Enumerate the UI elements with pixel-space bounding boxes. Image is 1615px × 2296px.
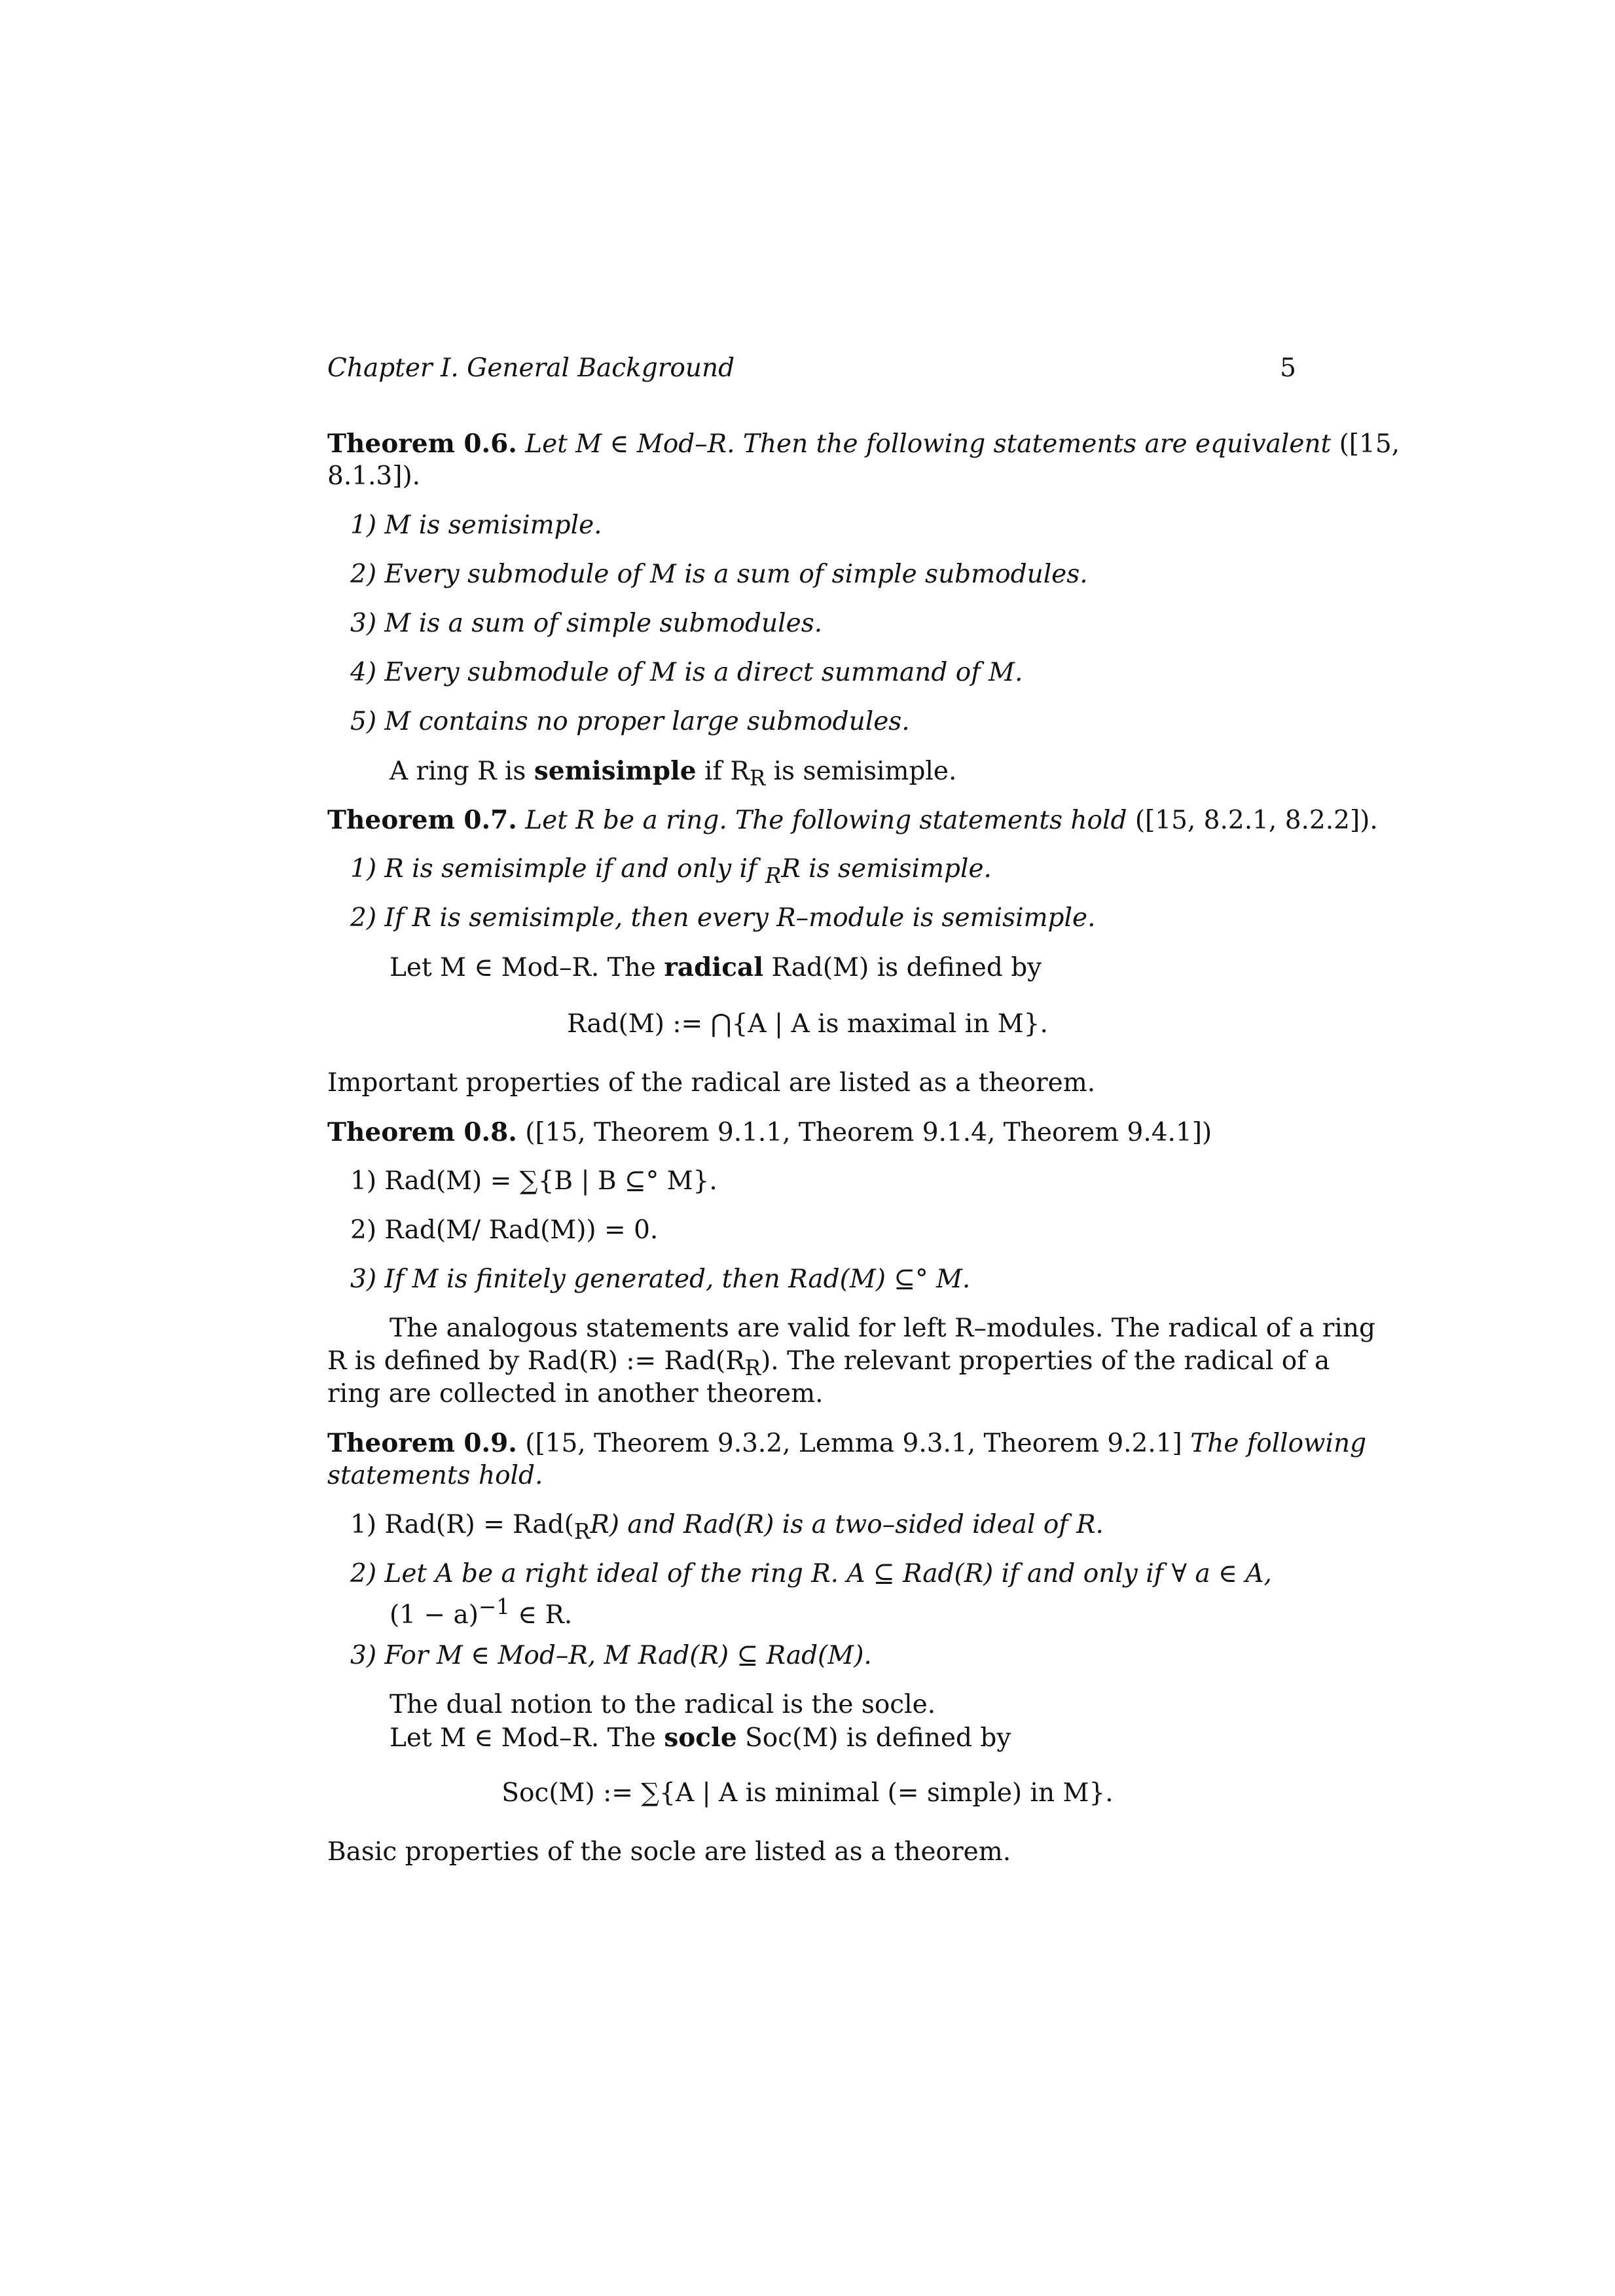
item-text: ∈ R.: [509, 1600, 573, 1630]
list-item: [350, 853, 1319, 892]
theorem-0-8-statement: [327, 1116, 1296, 1149]
citation: 8.1.3]).: [327, 461, 421, 491]
item-text: R is semisimple.: [781, 854, 992, 884]
list-item: 5) M contains no proper large submodules.: [350, 707, 910, 736]
item-text: 1) Rad(R) = Rad(: [350, 1510, 574, 1539]
paragraph: Important properties of the radical are listed as a theorem.: [327, 1068, 1096, 1098]
theorem-0-6-citation-cont: [327, 460, 1296, 493]
list-item: 3) M is a sum of simple submodules.: [350, 609, 823, 638]
theorem-text-cont: statements hold.: [327, 1461, 543, 1490]
list-item-cont: [390, 1590, 1358, 1632]
definition-text: Soc(M) is defined by: [745, 1723, 1011, 1753]
list-item: 1) Rad(M) = ∑{B | B ⊆° M}.: [350, 1166, 717, 1196]
defined-term: semisimple: [534, 756, 697, 786]
semisimple-ring-definition: [390, 755, 1358, 795]
definition-text: A ring R is: [390, 757, 526, 786]
radical-definition: [390, 951, 1358, 984]
definition-text: is semisimple.: [765, 757, 957, 786]
definition-text: Let M ∈ Mod–R. The: [390, 1723, 656, 1753]
chapter-title: Chapter I. General Background: [327, 353, 735, 383]
theorem-0-6-statement: [327, 427, 1400, 461]
citation: ([15, 8.2.1, 8.2.2]).: [1134, 806, 1378, 835]
page-number: 5: [1280, 353, 1296, 383]
subscript: R: [765, 863, 782, 888]
subscript: R: [749, 765, 766, 791]
list-item: 2) Every submodule of M is a sum of simple submodules.: [350, 560, 1088, 589]
list-item: 2) Rad(M/ Rad(M)) = 0.: [350, 1215, 659, 1245]
theorem-text: The following: [1190, 1429, 1367, 1458]
subscript: R: [744, 1355, 761, 1380]
list-item: 4) Every submodule of M is a direct summand of M.: [350, 658, 1023, 687]
theorem-label: Theorem 0.6.: [327, 429, 517, 459]
theorem-label: Theorem 0.8.: [327, 1117, 517, 1147]
definition-text: Rad(M) is defined by: [771, 953, 1042, 982]
theorem-text: Let M ∈ Mod–R. Then the following statements are equivalent: [525, 429, 1332, 459]
citation: ([15, Theorem 9.3.2, Lemma 9.3.1, Theorem 9.2.1]: [525, 1429, 1182, 1458]
definition-text: if R: [704, 757, 750, 786]
superscript: −1: [478, 1594, 510, 1619]
list-item: 1) M is semisimple.: [350, 511, 602, 540]
theorem-text: Let R be a ring. The following statements hold: [525, 806, 1127, 835]
paragraph: Basic properties of the socle are listed as a theorem.: [327, 1837, 1011, 1867]
theorem-label: Theorem 0.7.: [327, 805, 517, 835]
theorem-0-7-statement: [327, 804, 1378, 837]
theorem-label: Theorem 0.9.: [327, 1428, 517, 1458]
paragraph-line: ring are collected in another theorem.: [327, 1379, 824, 1408]
theorem-0-9-statement: [327, 1427, 1367, 1460]
defined-term: socle: [664, 1723, 737, 1753]
list-item: 3) If M is finitely generated, then Rad(M) ⊆° M.: [350, 1265, 971, 1294]
socle-formula: Soc(M) := ∑{A | A is minimal (= simple) in M}.: [501, 1778, 1114, 1808]
paragraph-line: The dual notion to the radical is the socle.: [390, 1690, 936, 1719]
definition-text: Let M ∈ Mod–R. The: [390, 953, 656, 982]
list-item: 2) If R is semisimple, then every R–module is semisimple.: [350, 903, 1096, 933]
item-text: (1 − a): [390, 1600, 479, 1630]
socle-definition: [390, 1721, 1358, 1755]
radical-formula: Rad(M) := ⋂{A | A is maximal in M}.: [567, 1009, 1048, 1039]
paragraph-text: R is defined by Rad(R) := Rad(R: [327, 1346, 745, 1376]
item-text: R) and Rad(R) is a two–sided ideal of R.: [590, 1510, 1104, 1539]
item-text: 1) R is semisimple if and only if: [350, 854, 765, 884]
list-item: 3) For M ∈ Mod–R, M Rad(R) ⊆ Rad(M).: [350, 1641, 872, 1670]
citation: ([15,: [1339, 429, 1400, 459]
list-item: 2) Let A be a right ideal of the ring R. A ⊆ Rad(R) if and only if ∀ a ∈ A,: [350, 1559, 1272, 1588]
defined-term: radical: [664, 952, 764, 982]
running-header: [327, 352, 1296, 385]
paragraph-text: ). The relevant properties of the radical of a: [761, 1346, 1330, 1376]
paragraph-line: The analogous statements are valid for left R–modules. The radical of a ring: [390, 1314, 1375, 1343]
subscript: R: [573, 1518, 590, 1544]
citation: ([15, Theorem 9.1.1, Theorem 9.1.4, Theorem 9.4.1]): [525, 1118, 1212, 1147]
list-item: [350, 1509, 1319, 1548]
